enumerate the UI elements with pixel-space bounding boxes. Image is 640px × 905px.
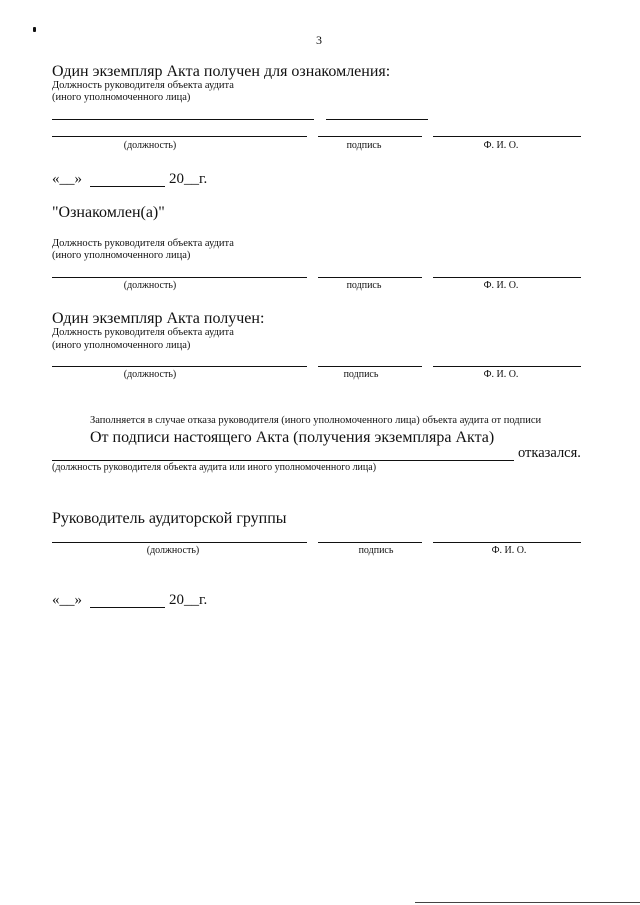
- section1-sub1: Должность руководителя объекта аудита: [52, 80, 234, 91]
- scan-mark: [33, 27, 36, 32]
- section3-name-label: Ф. И. О.: [483, 369, 519, 380]
- refusal-title: От подписи настоящего Акта (получения экземпляра Акта): [90, 429, 495, 446]
- section3-position-label: (должность): [123, 369, 177, 380]
- scan-edge: [415, 902, 640, 903]
- section1-extra-line-left: [52, 119, 314, 120]
- section1-heading: Один экземпляр Акта получен для ознакомления:: [52, 63, 391, 80]
- section3-signature-label: подпись: [343, 369, 379, 380]
- refusal-caption: (должность руководителя объекта аудита или иного уполномоченного лица): [52, 462, 377, 473]
- section1-position-line[interactable]: [52, 136, 307, 137]
- date2-month-line[interactable]: [90, 607, 165, 608]
- section2-signature-line[interactable]: [318, 277, 422, 278]
- refusal-position-line[interactable]: [52, 460, 514, 461]
- section1-name-line[interactable]: [433, 136, 581, 137]
- section3-signature-line[interactable]: [318, 366, 422, 367]
- date1-day: «__»: [52, 171, 82, 187]
- date2-year: 20__г.: [169, 592, 208, 608]
- section4-signature-line[interactable]: [318, 542, 422, 543]
- refusal-refused: отказался.: [518, 445, 581, 461]
- date1-year: 20__г.: [169, 171, 208, 187]
- section4-position-label: (должность): [146, 545, 200, 556]
- section2-signature-label: подпись: [346, 280, 382, 291]
- section2-position-label: (должность): [123, 280, 177, 291]
- section2-sub1: Должность руководителя объекта аудита: [52, 238, 234, 249]
- section1-position-label: (должность): [123, 140, 177, 151]
- section2-name-label: Ф. И. О.: [483, 280, 519, 291]
- section4-name-label: Ф. И. О.: [491, 545, 527, 556]
- section4-name-line[interactable]: [433, 542, 581, 543]
- section1-name-label: Ф. И. О.: [483, 140, 519, 151]
- section1-signature-line[interactable]: [318, 136, 422, 137]
- refusal-note: Заполняется в случае отказа руководителя (иного уполномоченного лица) объекта аудита от подписи: [90, 415, 542, 426]
- section2-name-line[interactable]: [433, 277, 581, 278]
- section1-sub2: (иного уполномоченного лица): [52, 92, 191, 103]
- section2-position-line[interactable]: [52, 277, 307, 278]
- date2-day: «__»: [52, 592, 82, 608]
- section2-heading: "Ознакомлен(а)": [52, 204, 165, 221]
- section3-heading: Один экземпляр Акта получен:: [52, 310, 265, 327]
- section1-signature-label: подпись: [346, 140, 382, 151]
- section3-position-line[interactable]: [52, 366, 307, 367]
- page-number: 3: [316, 33, 322, 47]
- section1-extra-line-right: [326, 119, 428, 120]
- section3-sub2: (иного уполномоченного лица): [52, 340, 191, 351]
- section4-heading: Руководитель аудиторской группы: [52, 510, 287, 527]
- section3-name-line[interactable]: [433, 366, 581, 367]
- date1-month-line[interactable]: [90, 186, 165, 187]
- section4-signature-label: подпись: [358, 545, 394, 556]
- section2-sub2: (иного уполномоченного лица): [52, 250, 191, 261]
- section3-sub1: Должность руководителя объекта аудита: [52, 327, 234, 338]
- section4-position-line[interactable]: [52, 542, 307, 543]
